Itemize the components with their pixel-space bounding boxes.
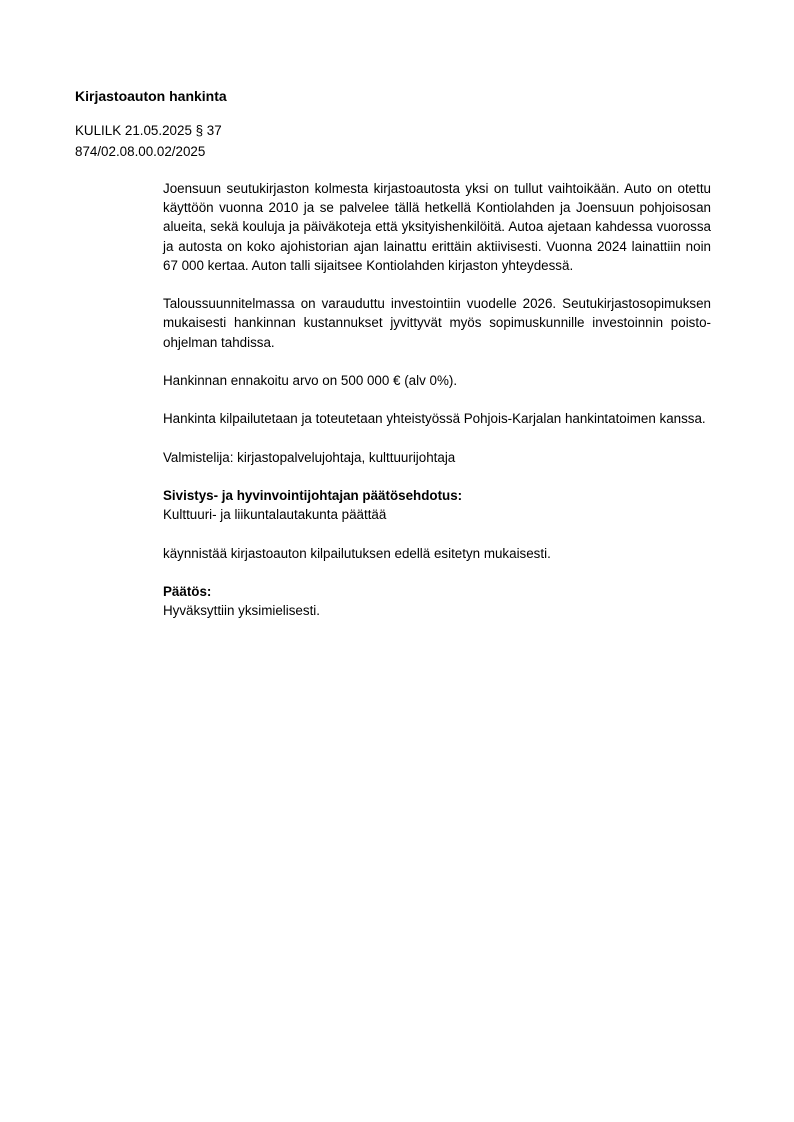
decision-section: [163, 582, 711, 620]
case-number: 874/02.08.00.02/2025: [75, 144, 206, 159]
document-body: [163, 179, 711, 640]
proposal-action: käynnistää kirjastoauton kilpailutuksen edellä esitetyn mukaisesti.: [163, 545, 551, 561]
body-paragraph-tendering: Hankinta kilpailutetaan ja toteutetaan yhteistyössä Pohjois-Karjalan hankintatoimen kanssa.: [163, 411, 706, 427]
body-paragraph-intro: Joensuun seutukirjaston kolmesta kirjastoautosta yksi on tullut vaihtoikään. Auto on otettu käyttöön vuonna 2010 ja se palvelee tällä hetkellä Kontiolahden ja Joensuun pohjoisosan alueita, sekä kouluja ja päiväkoteja että yksityishenkilöitä. Autoa ajetaan kahdessa vuorossa ja autosta on koko ajohistorian ajan lainattu erittäin aktiivisesti. Vuonna 2024 lainattiin noin 67 000 kertaa. Auton talli sijaitsee Kontiolahden kirjaston yhteydessä.: [163, 181, 711, 273]
case-reference: [75, 120, 222, 162]
body-paragraph-value: Hankinnan ennakoitu arvo on 500 000 € (alv 0%).: [163, 373, 458, 388]
document-title: Kirjastoauton hankinta: [75, 88, 227, 104]
body-paragraph-preparers: Valmistelija: kirjastopalvelujohtaja, kulttuurijohtaja: [163, 449, 456, 465]
decision-heading: Päätös:: [163, 584, 212, 600]
decision-text: Hyväksyttiin yksimielisesti.: [163, 603, 320, 619]
meeting-code: KULILK 21.05.2025 § 37: [75, 123, 222, 138]
proposal-heading: Sivistys- ja hyvinvointijohtajan päätösehdotus:: [163, 488, 463, 504]
proposal-intro: Kulttuuri- ja liikuntalautakunta päättää: [163, 507, 387, 523]
proposal-section: [163, 486, 711, 524]
body-paragraph-budget: Taloussuunnitelmassa on varauduttu investointiin vuodelle 2026. Seutukirjastosopimuksen mukaisesti hankinnan kustannukset jyvittyvät myös sopimuskunnille investoinnin poisto-ohjelman tahdissa.: [163, 296, 711, 350]
